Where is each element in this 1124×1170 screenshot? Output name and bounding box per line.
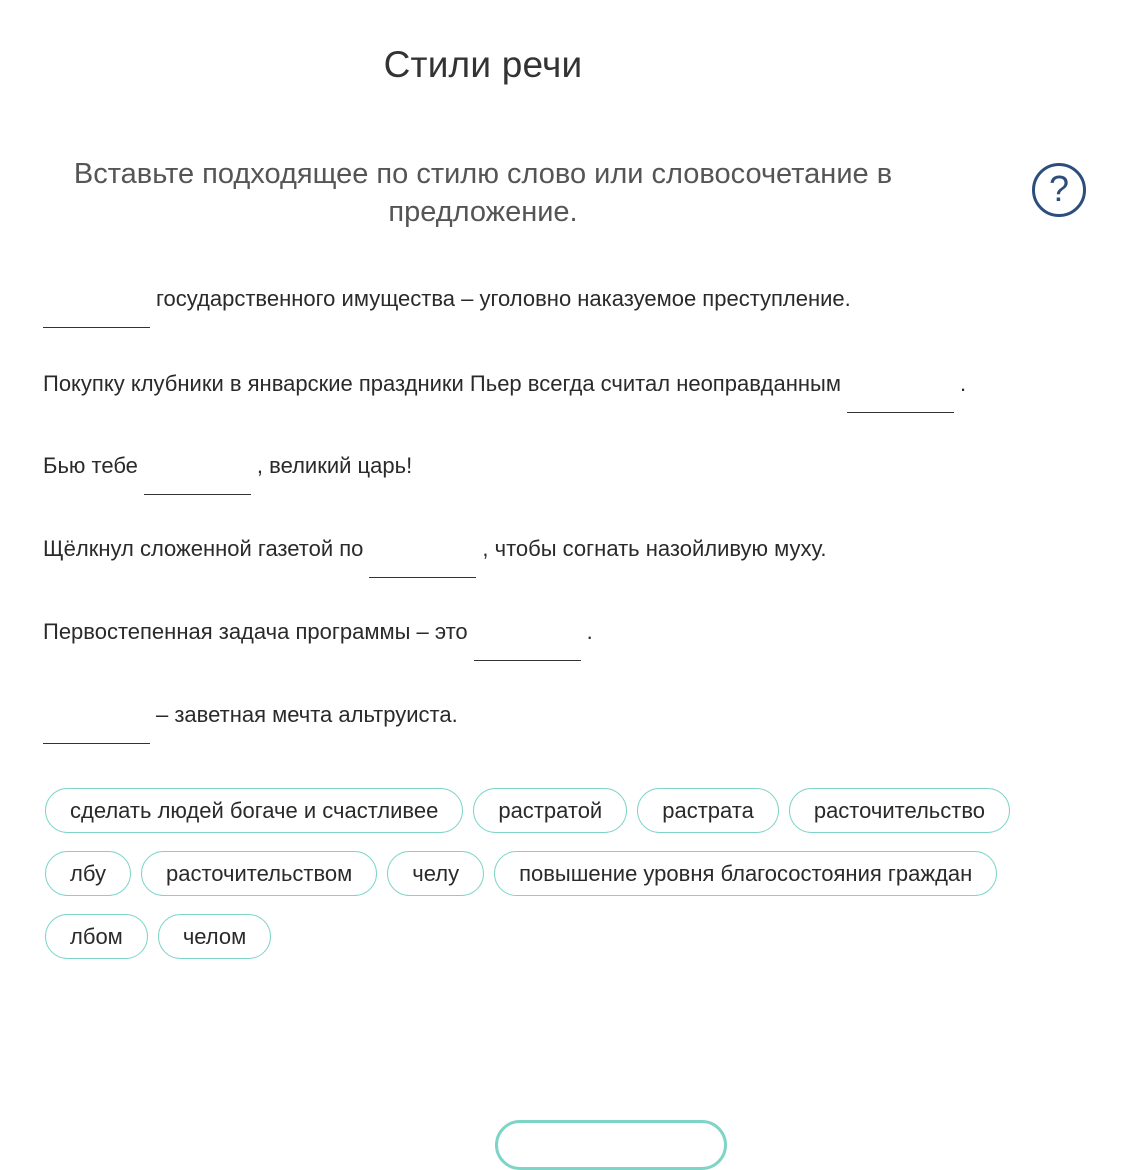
- word-chip[interactable]: расточительство: [789, 788, 1010, 833]
- word-chip[interactable]: растратой: [473, 788, 627, 833]
- help-button[interactable]: [1032, 163, 1086, 217]
- sentence-2-after: .: [959, 371, 967, 396]
- word-chip[interactable]: лбу: [45, 851, 131, 896]
- answer-blank-2[interactable]: [847, 383, 954, 413]
- sentence-2-before: Покупку клубники в январские праздники Пьер всегда считал неоправданным: [43, 371, 841, 396]
- sentence-6: [43, 700, 458, 730]
- word-bank-row-2: [45, 851, 1095, 896]
- answer-blank-6[interactable]: [43, 714, 150, 744]
- sentence-1-after: государственного имущества – уголовно наказуемое преступление.: [156, 286, 851, 311]
- check-answer-button[interactable]: [495, 1120, 727, 1170]
- word-chip[interactable]: лбом: [45, 914, 148, 959]
- sentence-5-after: .: [586, 619, 593, 644]
- sentence-3: [43, 451, 412, 481]
- sentence-3-before: Бью тебе: [43, 453, 138, 478]
- word-chip[interactable]: сделать людей богаче и счастливее: [45, 788, 463, 833]
- word-chip[interactable]: повышение уровня благосостояния граждан: [494, 851, 997, 896]
- word-chip[interactable]: растрата: [637, 788, 779, 833]
- word-bank: [45, 788, 1095, 977]
- question-mark-icon: ?: [1048, 168, 1070, 209]
- word-chip[interactable]: расточительством: [141, 851, 377, 896]
- sentence-4-after: , чтобы согнать назойливую муху.: [482, 536, 827, 561]
- answer-blank-5[interactable]: [474, 631, 581, 661]
- word-chip[interactable]: челом: [158, 914, 271, 959]
- sentence-5-before: Первостепенная задача программы – это: [43, 619, 468, 644]
- sentence-6-after: – заветная мечта альтруиста.: [156, 702, 458, 727]
- sentence-4: [43, 534, 826, 564]
- sentence-3-after: , великий царь!: [256, 453, 413, 478]
- sentence-2: [43, 369, 966, 399]
- word-bank-row-1: [45, 788, 1095, 833]
- answer-blank-3[interactable]: [144, 465, 251, 495]
- answer-blank-1[interactable]: [43, 298, 150, 328]
- sentence-4-before: Щёлкнул сложенной газетой по: [43, 536, 364, 561]
- word-bank-row-3: [45, 914, 1095, 959]
- sentence-5: [43, 617, 593, 647]
- sentence-1: [43, 284, 851, 314]
- page-title: Стили речи: [383, 44, 583, 85]
- word-chip[interactable]: челу: [387, 851, 484, 896]
- instruction-text: Вставьте подходящее по стилю слово или словосочетание в предложение.: [73, 158, 893, 228]
- answer-blank-4[interactable]: [369, 548, 476, 578]
